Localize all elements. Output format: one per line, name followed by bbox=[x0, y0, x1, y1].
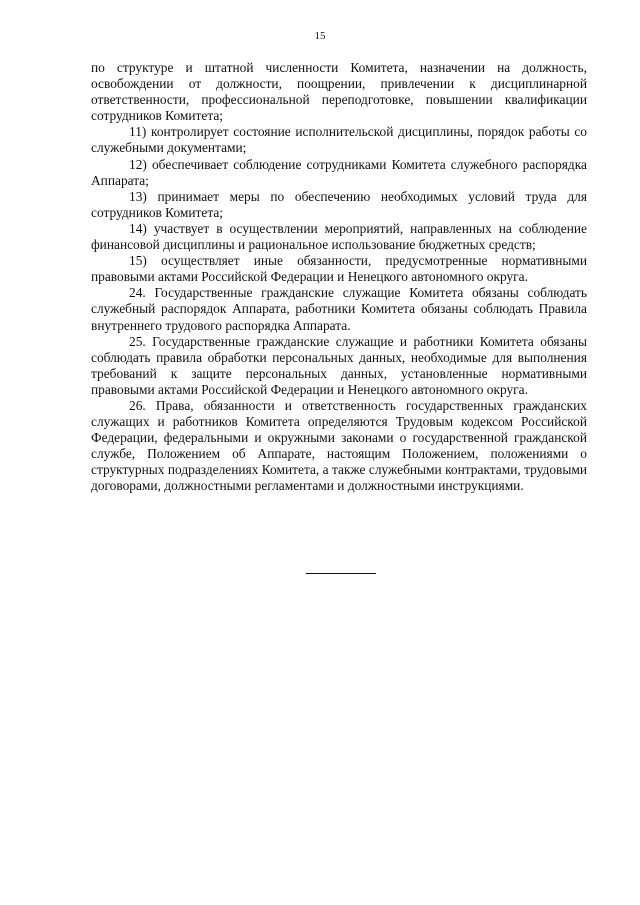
paragraph-24: 24. Государственные гражданские служащие Комитета обязаны соблюдать служебный распорядок Аппарата, работники Комитета обязаны соблюдать Правила внутреннего трудового распорядка Аппарата. bbox=[91, 285, 587, 333]
paragraph-item-15: 15) осуществляет иные обязанности, предусмотренные нормативными правовыми актами Российской Федерации и Ненецкого автономного округа. bbox=[91, 253, 587, 285]
paragraph-item-12: 12) обеспечивает соблюдение сотрудниками Комитета служебного распорядка Аппарата; bbox=[91, 156, 587, 188]
document-body bbox=[91, 60, 587, 495]
paragraph-26: 26. Права, обязанности и ответственность государственных гражданских служащих и работников Комитета определяются Трудовым кодексом Российской Федерации, федеральными и окружными законами о государственной гражданской службе, Положением об Аппарате, настоящим Положением, положениями о структурных подразделениях Комитета, а также служебными контрактами, трудовыми договорами, должностными регламентами и должностными инструкциями. bbox=[91, 397, 587, 494]
paragraph-25: 25. Государственные гражданские служащие и работники Комитета обязаны соблюдать правила обработки персональных данных, необходимые для выполнения требований к защите персональных данных, установленные нормативными правовыми актами Российской Федерации и Ненецкого автономного округа. bbox=[91, 333, 587, 397]
paragraph-item-14: 14) участвует в осуществлении мероприятий, направленных на соблюдение финансовой дисциплины и рациональное использование бюджетных средств; bbox=[91, 220, 587, 253]
page-number: 15 bbox=[314, 30, 326, 42]
paragraph-item-11: 11) контролирует состояние исполнительской дисциплины, порядок работы со служебными документами; bbox=[91, 124, 587, 156]
end-of-document-rule bbox=[306, 573, 376, 574]
paragraph-continuation: по структуре и штатной численности Комитета, назначении на должность, освобождении от должности, поощрении, привлечении к дисциплинарной ответственности, профессиональной переподготовке, повышении квалификации сотрудников Комитета; bbox=[91, 60, 587, 124]
paragraph-item-13: 13) принимает меры по обеспечению необходимых условий труда для сотрудников Комитета; bbox=[91, 188, 587, 220]
